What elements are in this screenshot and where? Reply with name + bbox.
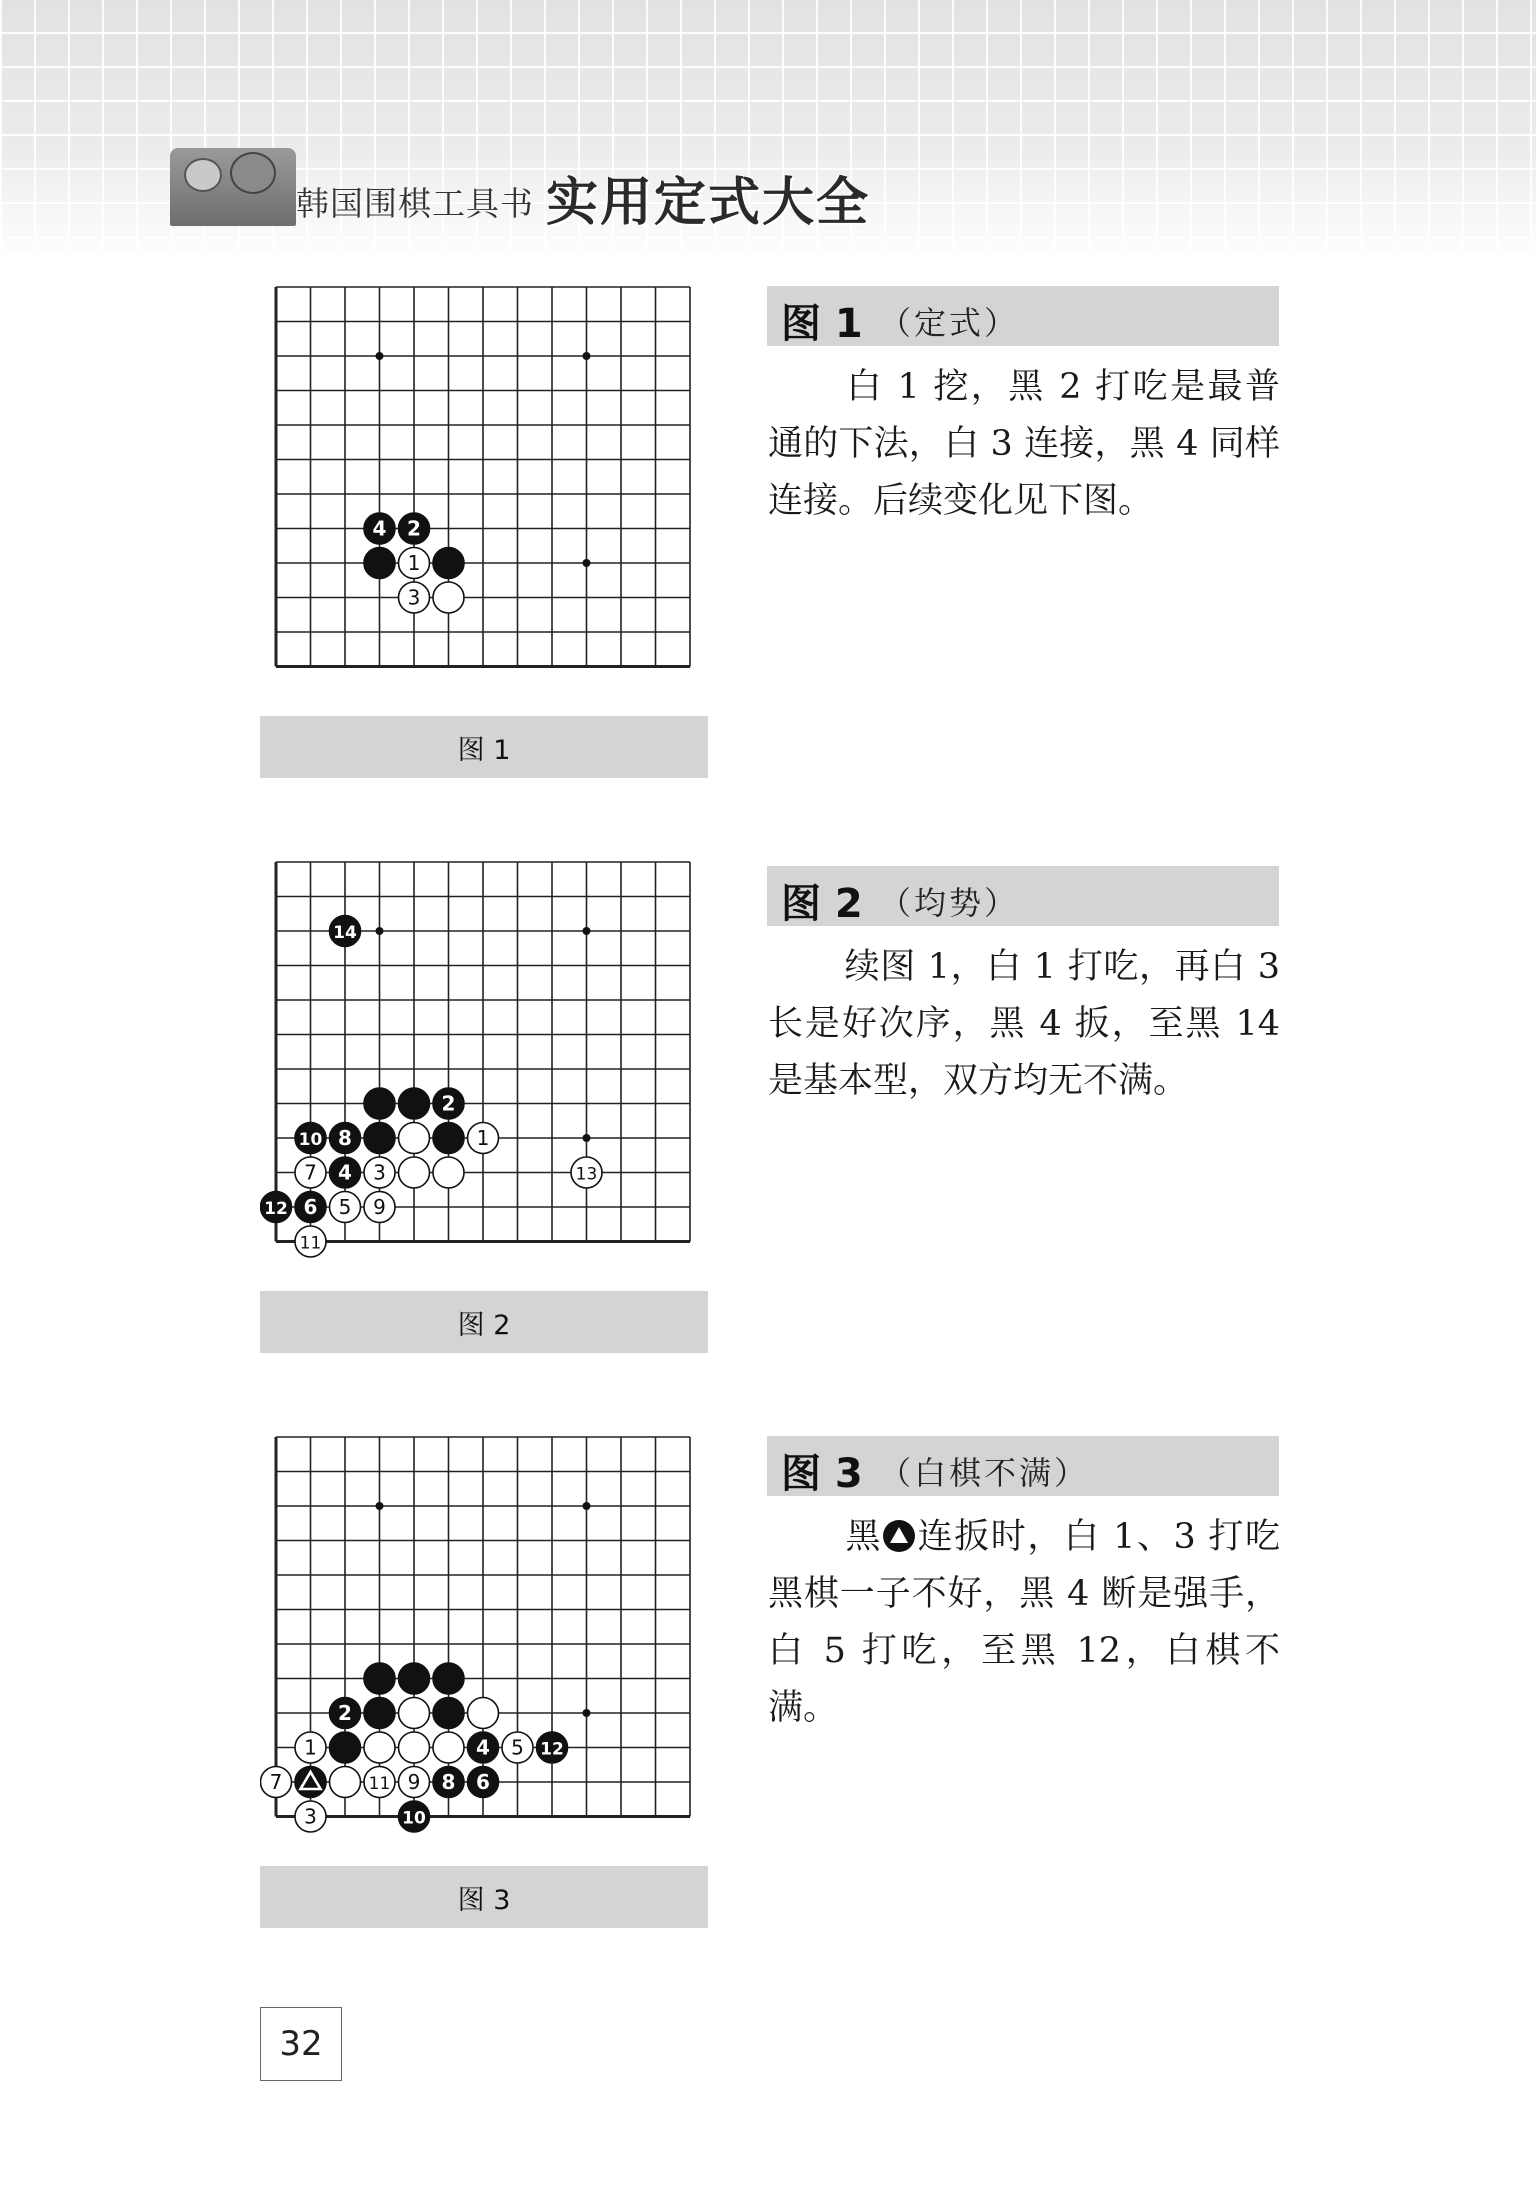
black-stone <box>364 1088 395 1119</box>
star-point <box>583 1502 591 1510</box>
diagram-2-caption: 图 2 <box>260 1291 708 1353</box>
diagram-3-heading <box>767 1436 1279 1496</box>
move-number: 9 <box>407 1770 421 1794</box>
move-number: 1 <box>407 551 421 575</box>
move-number: 11 <box>299 1233 322 1254</box>
page-header <box>0 0 1536 252</box>
move-number: 10 <box>402 1808 426 1829</box>
move-number: 3 <box>373 1160 386 1185</box>
diagram-3-caption: 图 3 <box>260 1866 708 1928</box>
diagram-1-text <box>768 359 1280 530</box>
move-number: 2 <box>441 1091 456 1116</box>
move-number: 12 <box>540 1739 564 1760</box>
white-stone <box>295 1157 326 1188</box>
white-stone <box>468 1123 499 1154</box>
diagram-1-heading <box>767 286 1279 346</box>
diagram-2-text-body: 续图 1，白 1 打吃，再白 3 长是好次序，黑 4 扳，至黑 14 是基本型，双方均无不满。 <box>768 947 1280 1101</box>
black-stone <box>330 916 361 947</box>
white-stone <box>399 548 430 579</box>
board-grid <box>276 287 690 667</box>
move-number: 8 <box>338 1126 352 1150</box>
diagram-3-heading-number: 图 3 <box>781 1451 863 1497</box>
black-stone <box>295 1123 326 1154</box>
white-stone <box>364 1192 395 1223</box>
move-number: 9 <box>373 1195 386 1219</box>
black-stone <box>364 1663 395 1694</box>
diagram-3-heading-subtitle: （白棋不满） <box>879 1454 1090 1492</box>
move-number: 7 <box>269 1770 283 1794</box>
white-stone <box>399 1732 430 1763</box>
star-point <box>376 1502 384 1510</box>
white-stone <box>399 1767 430 1798</box>
white-stone <box>399 1157 430 1188</box>
diagram-1-caption: 图 1 <box>260 716 708 778</box>
black-stone <box>295 1192 326 1223</box>
black-stone <box>468 1732 499 1763</box>
black-stone <box>330 1698 361 1729</box>
white-stone <box>433 1732 464 1763</box>
black-stone <box>364 548 395 579</box>
white-stone <box>399 582 430 613</box>
black-stone <box>399 513 430 544</box>
move-number: 3 <box>304 1804 317 1829</box>
white-stone <box>330 1192 361 1223</box>
diagram-1-text-body: 白 1 挖，黑 2 打吃是最普通的下法，白 3 连接，黑 4 同样连接。后续变化见下图。 <box>768 367 1280 521</box>
black-stone <box>330 1123 361 1154</box>
move-number: 6 <box>303 1195 318 1219</box>
black-stone <box>330 1157 361 1188</box>
black-stone <box>433 548 464 579</box>
white-stone <box>295 1801 326 1832</box>
page-number: 32 <box>260 2007 342 2081</box>
black-stone <box>433 1767 464 1798</box>
star-point <box>583 1709 591 1717</box>
move-number: 1 <box>304 1735 317 1760</box>
white-stone <box>571 1157 602 1188</box>
star-point <box>583 927 591 935</box>
star-point <box>376 927 384 935</box>
diagram-2-heading-number: 图 2 <box>781 881 863 927</box>
diagram-1-heading-subtitle: （定式） <box>879 304 1020 342</box>
go-board-diagram-2 <box>260 857 720 1287</box>
black-stone <box>364 1698 395 1729</box>
move-number: 5 <box>338 1195 352 1219</box>
go-board-diagram-1 <box>260 282 720 712</box>
move-number: 10 <box>298 1130 323 1150</box>
black-stone <box>433 1698 464 1729</box>
move-number: 13 <box>575 1164 598 1185</box>
white-stone <box>399 1698 430 1729</box>
book-series-title: 韩国围棋工具书 <box>296 184 534 223</box>
move-number: 2 <box>407 516 421 541</box>
black-stone <box>364 1123 395 1154</box>
white-stone <box>261 1767 292 1798</box>
move-number: 4 <box>338 1160 352 1185</box>
white-stone <box>295 1226 326 1257</box>
white-stone <box>295 1732 326 1763</box>
move-number: 12 <box>264 1199 288 1219</box>
move-number: 4 <box>476 1735 490 1760</box>
diagram-3-text-part-1: 黑 <box>844 1517 883 1557</box>
white-stone <box>330 1767 361 1798</box>
black-stone <box>433 1123 464 1154</box>
move-number: 2 <box>338 1701 352 1725</box>
white-stone <box>433 1157 464 1188</box>
white-stone <box>502 1732 533 1763</box>
move-number: 3 <box>407 585 421 610</box>
black-stone <box>433 1088 464 1119</box>
move-number: 14 <box>333 923 357 943</box>
black-stone <box>330 1732 361 1763</box>
white-stone <box>433 582 464 613</box>
diagram-2-text <box>768 939 1280 1110</box>
black-stone <box>433 1663 464 1694</box>
book-title: 实用定式大全 <box>546 172 871 233</box>
black-stone <box>399 1801 430 1832</box>
black-triangle-stone-icon <box>883 1520 915 1552</box>
diagram-3-text <box>768 1509 1280 1737</box>
move-number: 8 <box>441 1770 456 1794</box>
move-number: 7 <box>304 1160 317 1185</box>
go-bowls-icon <box>170 148 296 226</box>
star-point <box>583 1134 591 1142</box>
black-stone <box>399 1663 430 1694</box>
move-number: 1 <box>476 1126 490 1150</box>
diagram-3-text-part-2: 连扳时，白 1、3 打吃黑棋一子不好，黑 4 断是强手，白 5 打吃，至黑 12，白棋不满。 <box>768 1517 1280 1728</box>
white-stone <box>364 1157 395 1188</box>
black-stone <box>295 1767 326 1798</box>
white-stone <box>364 1732 395 1763</box>
black-stone <box>364 513 395 544</box>
black-stone <box>537 1732 568 1763</box>
move-number: 11 <box>368 1774 391 1794</box>
black-stone <box>468 1767 499 1798</box>
move-number: 5 <box>511 1735 524 1760</box>
diagram-1-heading-number: 图 1 <box>781 301 863 347</box>
white-stone <box>364 1767 395 1798</box>
star-point <box>583 352 591 360</box>
white-stone <box>399 1123 430 1154</box>
move-number: 6 <box>476 1770 490 1794</box>
diagram-2-heading-subtitle: （均势） <box>879 884 1020 922</box>
black-stone <box>399 1088 430 1119</box>
black-stone <box>261 1192 292 1223</box>
star-point <box>376 352 384 360</box>
move-number: 4 <box>372 516 387 541</box>
diagram-2-heading <box>767 866 1279 926</box>
white-stone <box>468 1698 499 1729</box>
go-board-diagram-3 <box>260 1432 720 1862</box>
star-point <box>583 559 591 567</box>
